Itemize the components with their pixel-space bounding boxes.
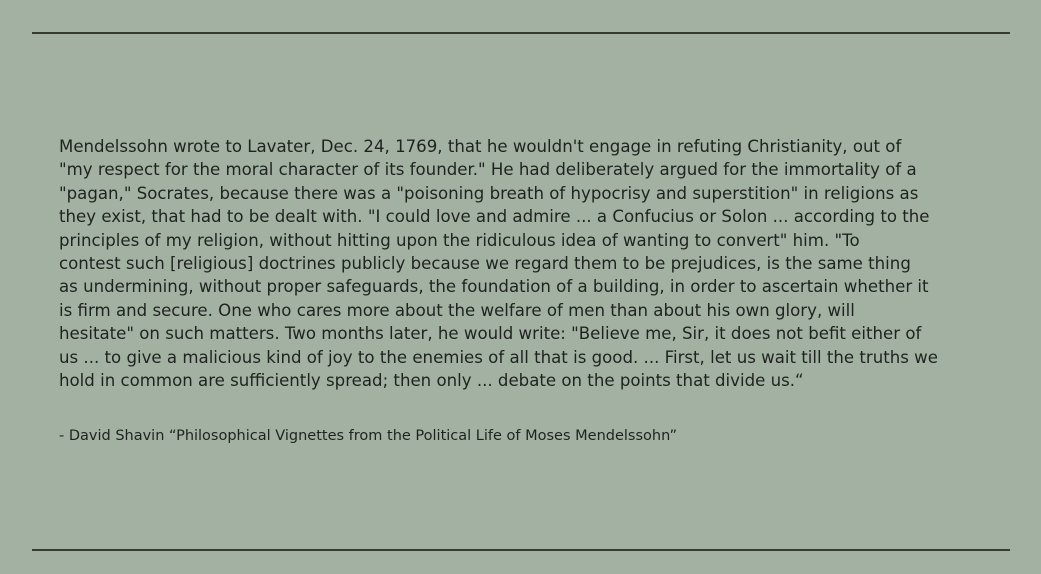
top-divider	[32, 32, 1010, 34]
quote-line: as undermining, without proper safeguards, the foundation of a building, in order to ascertain whether it	[59, 277, 929, 297]
quote-line: "my respect for the moral character of its founder." He had deliberately argued for the immortality of a	[59, 160, 917, 180]
quote-line: "pagan," Socrates, because there was a "poisoning breath of hypocrisy and superstition" in religions as	[59, 183, 919, 203]
bottom-divider	[32, 549, 1010, 551]
quote-line: they exist, that had to be dealt with. "I could love and admire ... a Confucius or Solon ... according to the	[59, 207, 930, 227]
attribution: - David Shavin “Philosophical Vignettes from the Political Life of Moses Mendelssohn”	[59, 428, 677, 444]
quote-line: principles of my religion, without hitting upon the ridiculous idea of wanting to convert" him. "To	[59, 230, 860, 250]
quote-line: Mendelssohn wrote to Lavater, Dec. 24, 1769, that he wouldn't engage in refuting Christianity, out of	[59, 137, 902, 156]
quote-line: us ... to give a malicious kind of joy to the enemies of all that is good. ... First, let us wait till the truths we	[59, 347, 938, 367]
quote-line: contest such [religious] doctrines publicly because we regard them to be prejudices, is the same thing	[59, 254, 911, 274]
quote-line: hesitate" on such matters. Two months later, he would write: "Believe me, Sir, it does not befit either of	[59, 324, 922, 344]
quote-line: is firm and secure. One who cares more about the welfare of men than about his own glory, will	[59, 300, 855, 320]
quote-paragraph	[59, 135, 989, 392]
quote-line: hold in common are sufficiently spread; then only ... debate on the points that divide us.“	[59, 371, 804, 391]
